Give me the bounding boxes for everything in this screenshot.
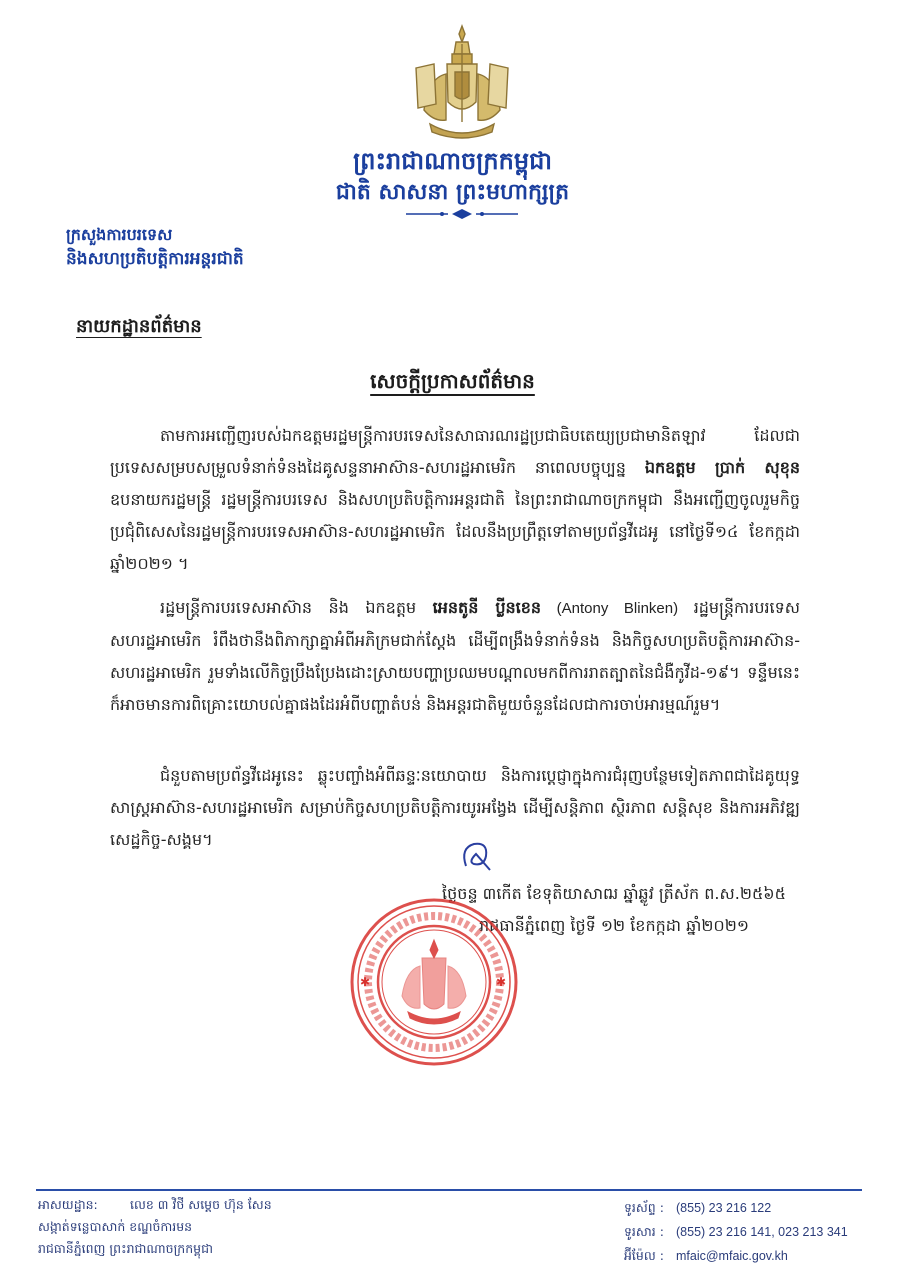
deputy-pm-name: ឯកឧត្តម ប្រាក់ សុខុន (644, 458, 800, 477)
us-secretary-latin-name: (Antony Blinken) (541, 600, 694, 617)
department-name: នាយកដ្ឋានព័ត៌មាន (76, 316, 202, 337)
us-secretary-name: អេនតូនី ប្លីនខេន (432, 598, 542, 617)
paragraph-3-text: ជំនួបតាមប្រព័ន្ធវីដេអូនេះ ឆ្លុះបញ្ចាំងអំពីឆន្ទៈនយោបាយ និងការប្តេជ្ញាក្នុងការជំរុញបន្ថែមទៀតភាពជាដៃគូយុទ្ធសាស្ត្រអាស៊ាន-សហរដ្ឋអាមេរិក សម្រាប់កិច្ចសហប្រតិបត្តិការយូរអង្វែង ដើម្បីសន្តិភាព ស្ថិរភាព សន្តិសុខ និងការអភិវឌ្ឍសេដ្ឋកិច្ច-សង្គម។ (110, 766, 800, 849)
signature-mark-icon (456, 836, 496, 876)
email-label: អ៊ីម៉ែល : (624, 1248, 664, 1263)
fax-label: ទូរសារ : (624, 1224, 664, 1239)
paragraph-2-text-a: រដ្ឋមន្ត្រីការបរទេសអាស៊ាន និង ឯកឧត្តម (160, 598, 433, 617)
ministry-subtitle: និងសហប្រតិបត្តិការអន្តរជាតិ (66, 249, 244, 269)
footer-contacts (624, 1196, 848, 1268)
footer-divider (36, 1189, 862, 1191)
kingdom-name: ព្រះរាជាណាចក្រកម្ពុជា (353, 146, 552, 175)
lunar-date: ថ្ងៃចន្ទ ៣កើត ខែទុតិយាសាឍ ឆ្នាំឆ្លូវ ត្រីស័ក ព.ស.២៥៦៥ (442, 884, 786, 903)
solar-date: រាជធានីភ្នំពេញ ថ្ងៃទី ១២ ខែកក្កដា ឆ្នាំ២០២១ (479, 916, 749, 935)
ministry-name: ក្រសួងការបរទេស (66, 225, 173, 244)
svg-text:✱: ✱ (496, 975, 507, 989)
national-motto: ជាតិ សាសនា ព្រះមហាក្សត្រ (335, 179, 570, 205)
ornament-divider-icon (402, 208, 522, 220)
paragraph-3 (110, 760, 800, 856)
ministry-seal-icon (348, 896, 520, 1068)
email-address[interactable]: mfaic@mfaic.gov.kh (676, 1249, 788, 1263)
footer-address (38, 1194, 272, 1260)
paragraph-1 (110, 420, 800, 580)
document-title: សេចក្តីប្រកាសព័ត៌មាន (370, 369, 535, 393)
phone-label: ទូរស័ព្ទ : (624, 1200, 664, 1215)
paragraph-1-text-a: តាមការអញ្ជើញរបស់ឯកឧត្តមរដ្ឋមន្ត្រីការបរទេសនៃសាធារណរដ្ឋប្រជាធិបតេយ្យប្រជាមានិតឡាវ ដែលជាប្រទេសសម្របសម្រួលទំនាក់ទំនងដៃគូសន្ទនាអាស៊ាន-សហរដ្ឋអាមេរិក នាពេលបច្ចុប្បន្ន (110, 426, 800, 477)
fax-number: (855) 23 216 141, 023 213 341 (676, 1225, 848, 1239)
address-label: អាសយដ្ឋាន: (38, 1197, 98, 1212)
address-line-1: លេខ ៣ វិថី សម្តេច ហ៊ុន សែន (130, 1197, 272, 1212)
royal-coat-of-arms-icon (412, 24, 512, 140)
paragraph-1-text-b: ឧបនាយករដ្ឋមន្ត្រី រដ្ឋមន្ត្រីការបរទេស និងសហប្រតិបត្តិការអន្តរជាតិ នៃព្រះរាជាណាចក្រកម្ពុជា នឹងអញ្ជើញចូលរួមកិច្ចប្រជុំពិសេសនៃរដ្ឋមន្ត្រីការបរទេសអាស៊ាន-សហរដ្ឋអាមេរិក ដែលនឹងប្រព្រឹត្តទៅតាមប្រព័ន្ធវីដេអូ នៅថ្ងៃទី១៤ ខែកក្កដា ឆ្នាំ២០២១ ។ (110, 490, 800, 573)
phone-number: (855) 23 216 122 (676, 1201, 772, 1215)
address-line-3: រាជធានីភ្នំពេញ ព្រះរាជាណាចក្រកម្ពុជា (38, 1241, 213, 1256)
paragraph-2-text-b: រដ្ឋមន្ត្រីការបរទេសសហរដ្ឋអាមេរិក រំពឹងថានឹងពិភាក្សាគ្នាអំពីអភិក្រមជាក់ស្តែង ដើម្បីពង្រឹងទំនាក់ទំនង និងកិច្ចសហប្រតិបត្តិការអាស៊ាន-សហរដ្ឋអាមេរិក រួមទាំងលើកិច្ចប្រឹងប្រែងដោះស្រាយបញ្ហាប្រឈមបណ្តាលមកពីការរាតត្បាតនៃជំងឺកូវីដ-១៩។ ទន្ទឹមនេះ ក៏អាចមានការពិគ្រោះយោបល់គ្នាផងដែរអំពីបញ្ហាតំបន់ និងអន្តរជាតិមួយចំនួនដែលជាការចាប់អារម្មណ៍រួម។ (110, 598, 801, 714)
paragraph-2 (110, 592, 800, 721)
svg-text:✱: ✱ (360, 975, 371, 989)
address-line-2: សង្កាត់ទន្លេបាសាក់ ខណ្ឌចំការមន (38, 1219, 193, 1234)
